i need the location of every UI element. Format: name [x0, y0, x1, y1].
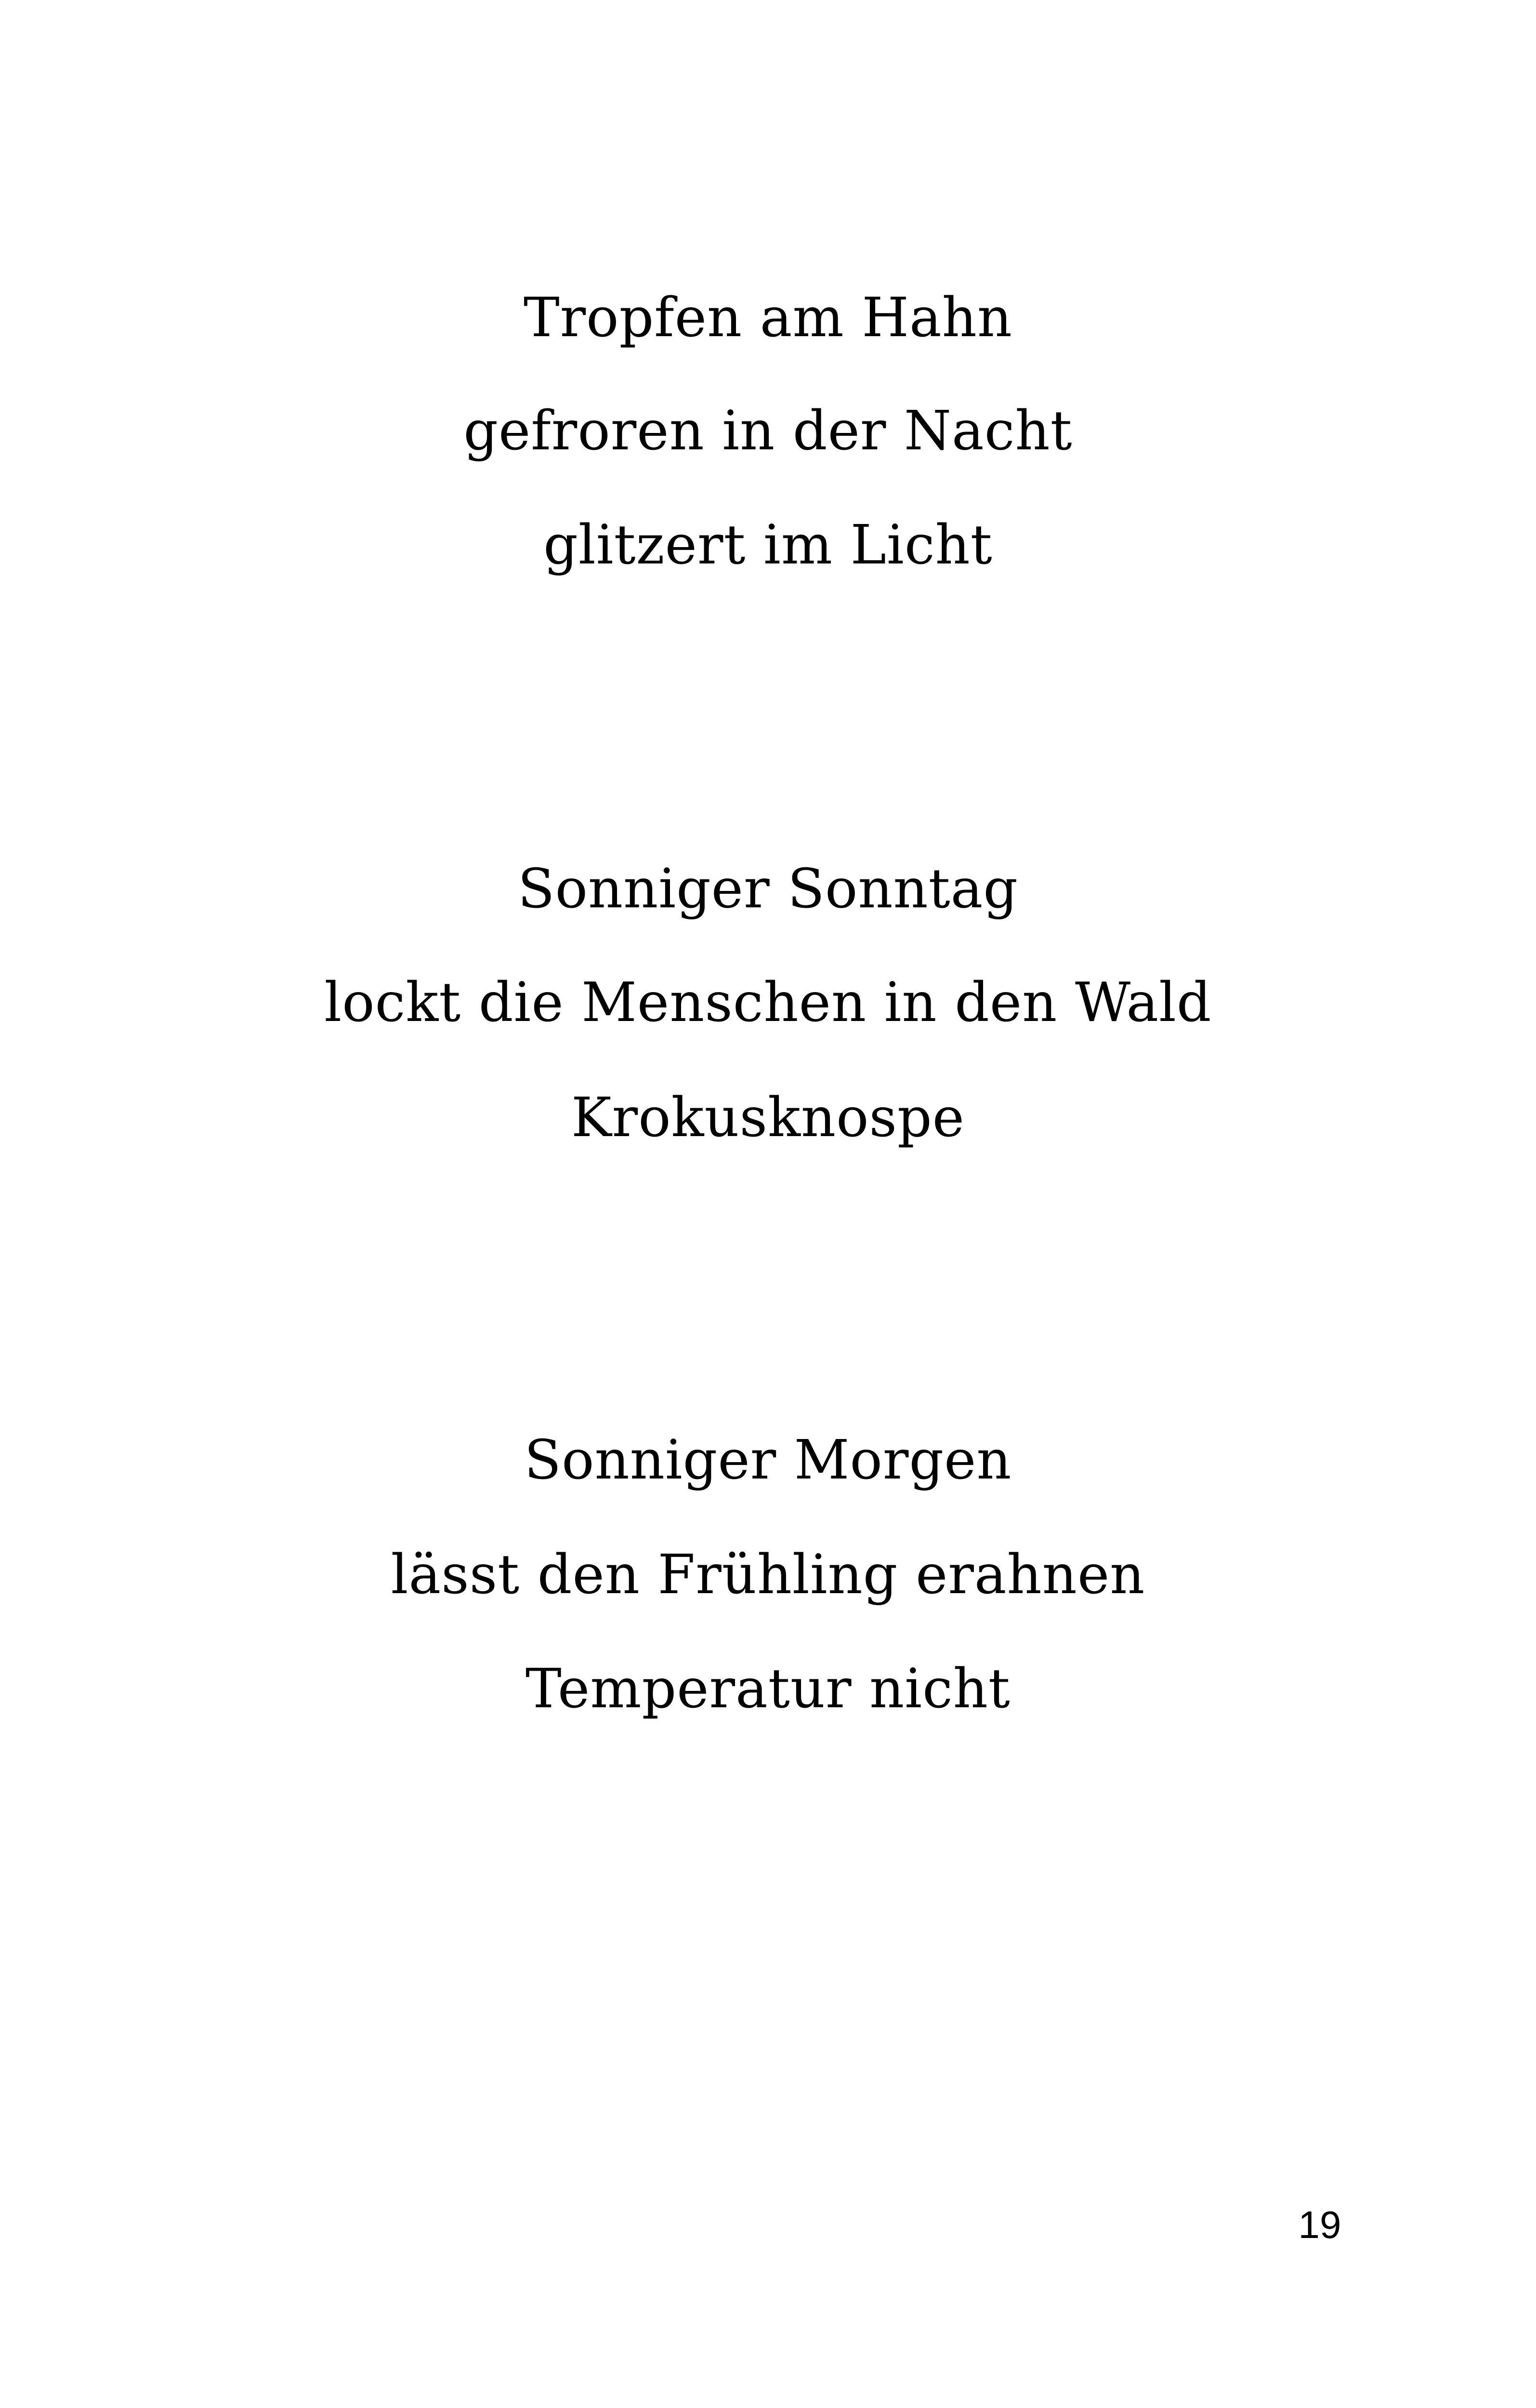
page-number: 19: [1298, 2203, 1341, 2246]
haiku-2-line-3: Krokusknospe: [571, 1086, 965, 1149]
haiku-2-line-2: lockt die Menschen in den Wald: [324, 971, 1212, 1034]
haiku-2-line-1: Sonniger Sonntag: [517, 858, 1019, 920]
haiku-1-line-2: gefroren in der Nacht: [463, 400, 1073, 462]
haiku-3-line-2: lässt den Frühling erahnen: [391, 1544, 1145, 1606]
haiku-3-line-3: Temperatur nicht: [525, 1658, 1011, 1720]
haiku-3-line-1: Sonniger Morgen: [524, 1429, 1012, 1492]
haiku-1-line-1: Tropfen am Hahn: [523, 287, 1013, 349]
haiku-1-line-3: glitzert im Licht: [543, 514, 993, 576]
